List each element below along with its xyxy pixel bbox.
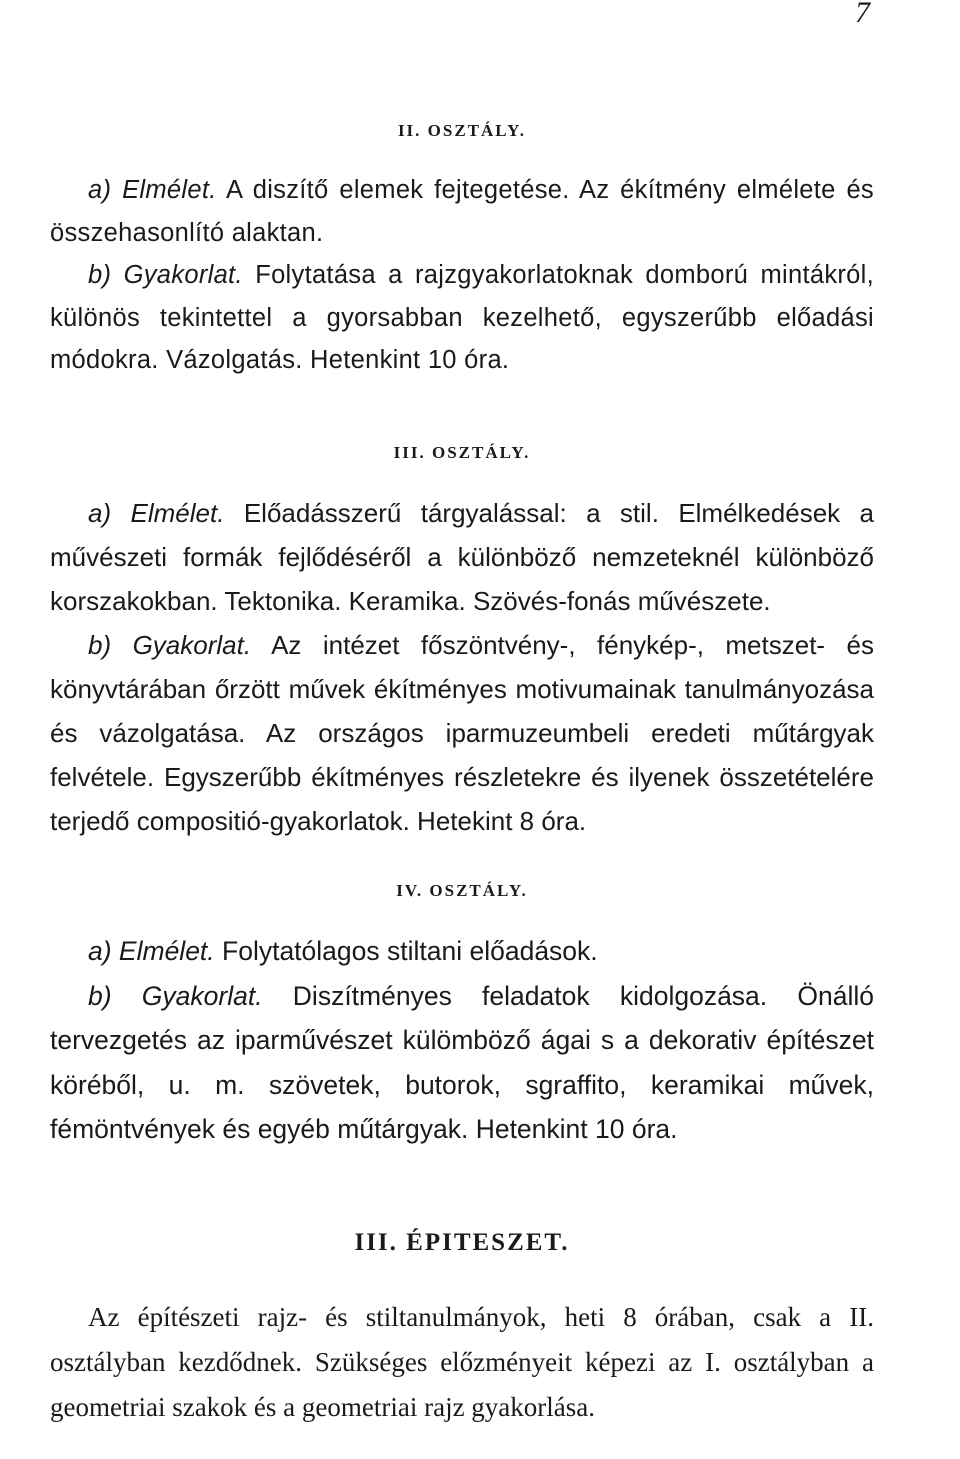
practice-label: b) Gyakorlat. — [88, 980, 263, 1011]
theory-label: a) Elmélet. — [88, 936, 215, 966]
section-heading: IV. OSZTÁLY. — [396, 881, 528, 900]
theory-text: Előadásszerű tárgyalással: a stil. Elmélkedések a művészeti formák fejlődéséről a különböző nemzeteknél különböző korszakokban. Tektonika. Keramika. Szövés-fonás művészete. — [50, 498, 875, 616]
theory-label: a) Elmélet. — [88, 176, 217, 204]
theory-paragraph — [50, 929, 874, 974]
page-number: 7 — [855, 0, 870, 29]
architecture-paragraph: Az építészeti rajz- és stiltanulmányok, heti 8 órában, csak a II. osztályban kezdődnek. Szükséges előzményeit képezi az I. osztályban a geometriai szakok és a geometriai rajz gyakorlása. — [50, 1302, 874, 1422]
theory-paragraph — [50, 491, 874, 623]
section-iii-osztaly — [50, 444, 874, 843]
section-epiteszet — [50, 1230, 874, 1430]
practice-text: Folytatása a rajzgyakorlatoknak domború mintákról, különös tekintettel a gyorsabban kezelhető, egyszerűbb előadási módokra. Vázolgatás. Hetenkint 10 óra. — [50, 261, 874, 374]
practice-label: b) Gyakorlat. — [88, 261, 243, 289]
section-heading: II. OSZTÁLY. — [397, 121, 527, 140]
theory-label: a) Elmélet. — [88, 498, 225, 528]
practice-text: Az intézet főszöntvény-, fénykép-, metszet- és könyvtárában őrzött művek ékítményes motivumainak tanulmányozása és vázolgatása. Az országos iparmuzeumbeli eredeti műtárgyak felvétele. Egyszerűbb ékítményes részletekre és ilyenek összetételére terjedő compositió-gyakorlatok. Hetekint 8 óra. — [50, 630, 874, 836]
practice-paragraph — [50, 254, 874, 382]
practice-paragraph — [50, 974, 874, 1152]
theory-paragraph — [50, 169, 874, 254]
section-heading: III. ÉPITESZET. — [354, 1229, 570, 1256]
section-iv-osztaly — [50, 882, 874, 1152]
theory-text: Folytatólagos stiltani előadások. — [214, 936, 598, 966]
practice-text: Diszítményes feladatok kidolgozása. Önálló tervezgetés az iparművészet külömböző ágai s a dekorativ építészet köréből, u. m. szövetek, butorok, sgraffito, keramikai művek, fémöntvények és egyéb műtárgyak. Hetenkint 10 óra. — [50, 980, 874, 1144]
practice-label: b) Gyakorlat. — [88, 630, 252, 660]
theory-text: A diszítő elemek fejtegetése. Az ékítmény elmélete és összehasonlító alaktan. — [50, 176, 874, 247]
section-heading: III. OSZTÁLY. — [393, 443, 531, 462]
section-ii-osztaly — [50, 122, 874, 382]
practice-paragraph — [50, 623, 874, 843]
